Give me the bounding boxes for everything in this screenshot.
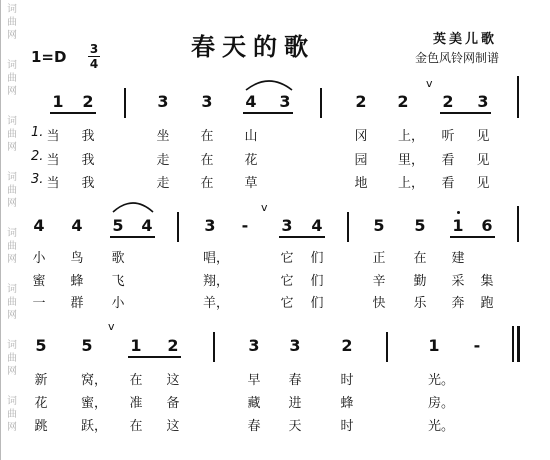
note: 5 — [81, 336, 93, 355]
note: 3 — [281, 216, 293, 235]
lyric: 它 — [280, 296, 294, 311]
note: 2 — [442, 92, 454, 111]
lyric: 我 — [81, 176, 95, 191]
watermark-char: 网 — [7, 30, 17, 41]
lyric: 它 — [280, 274, 294, 289]
lyric: 乐 — [413, 296, 427, 311]
note: 1 — [52, 92, 64, 111]
time-signature-top: 3 — [89, 42, 99, 56]
note: 2 — [82, 92, 94, 111]
watermark-char: 词 — [7, 172, 17, 183]
key-signature: 1=D — [31, 48, 67, 66]
watermark-char: 曲 — [7, 73, 17, 84]
watermark-char: 网 — [7, 366, 17, 377]
watermark-char: 网 — [7, 254, 17, 265]
watermark-char: 曲 — [7, 241, 17, 252]
watermark-char: 词 — [7, 284, 17, 295]
watermark-char: 词 — [7, 60, 17, 71]
lyric: 上， — [398, 176, 425, 191]
note: 2 — [341, 336, 353, 355]
lyric: 见 — [476, 129, 490, 144]
watermark-char: 曲 — [7, 185, 17, 196]
lyric: 正 — [372, 251, 386, 266]
note: 3 — [289, 336, 301, 355]
beam — [440, 112, 491, 114]
note: 1 — [452, 216, 464, 235]
lyric: 群 — [70, 296, 84, 311]
lyric: 走 — [156, 176, 170, 191]
note: 1 — [428, 336, 440, 355]
bar-line — [320, 88, 322, 118]
final-bar-line-thick — [517, 326, 520, 362]
lyric: 光。 — [428, 373, 455, 388]
watermark-char: 网 — [7, 422, 17, 433]
final-bar-line-thin — [512, 326, 514, 362]
song-title: 春天的歌 — [191, 32, 315, 61]
lyric: 里， — [398, 153, 425, 168]
note: 5 — [414, 216, 426, 235]
credit-label: 金色风铃网制谱 — [415, 51, 500, 65]
watermark-char: 曲 — [7, 409, 17, 420]
watermark-char: 曲 — [7, 129, 17, 140]
note: 5 — [373, 216, 385, 235]
beam — [279, 236, 325, 238]
lyric: 当 — [46, 176, 60, 191]
breath-mark: v — [426, 77, 433, 90]
lyric: 们 — [310, 274, 324, 289]
lyric: 在 — [129, 419, 143, 434]
note: 4 — [71, 216, 83, 235]
high-octave-dot — [457, 211, 460, 214]
note: 2 — [355, 92, 367, 111]
note: 3 — [201, 92, 213, 111]
bar-line — [347, 212, 349, 242]
note: 5 — [112, 216, 124, 235]
note: 2 — [167, 336, 179, 355]
bar-line — [124, 88, 126, 118]
watermark-char: 曲 — [7, 17, 17, 28]
lyric: 蜂 — [340, 396, 354, 411]
watermark-char: 网 — [7, 310, 17, 321]
note: 4 — [141, 216, 153, 235]
lyric: 走 — [156, 153, 170, 168]
lyric: 跃， — [81, 419, 108, 434]
breath-mark: v — [261, 201, 268, 214]
lyric: 羊， — [203, 296, 230, 311]
watermark-char: 曲 — [7, 353, 17, 364]
watermark-char: 词 — [7, 116, 17, 127]
beam — [50, 112, 96, 114]
lyric: 勤 — [413, 274, 427, 289]
lyric: 春 — [288, 373, 302, 388]
lyric: 时 — [340, 373, 354, 388]
lyric: 见 — [476, 153, 490, 168]
dash: - — [473, 336, 481, 355]
dash: - — [241, 216, 249, 235]
lyric: 光。 — [428, 419, 455, 434]
note: 5 — [35, 336, 47, 355]
lyric: 奔 — [451, 296, 465, 311]
watermark-char: 词 — [7, 4, 17, 15]
note: 2 — [397, 92, 409, 111]
watermark-char: 网 — [7, 198, 17, 209]
note: 6 — [481, 216, 493, 235]
note: 3 — [477, 92, 489, 111]
note: 1 — [130, 336, 142, 355]
lyric: 当 — [46, 153, 60, 168]
lyric: 一 — [32, 296, 46, 311]
lyric: 小 — [32, 251, 46, 266]
lyric: 看 — [441, 176, 455, 191]
lyric: 辛 — [372, 274, 386, 289]
lyric: 花 — [34, 396, 48, 411]
lyric: 蜜， — [81, 396, 108, 411]
lyric: 新 — [34, 373, 48, 388]
lyric: 时 — [340, 419, 354, 434]
lyric: 在 — [200, 176, 214, 191]
lyric: 房。 — [428, 396, 455, 411]
bar-line — [517, 206, 519, 242]
lyric: 建 — [451, 251, 465, 266]
lyric: 歌 — [111, 251, 125, 266]
watermark-char: 曲 — [7, 297, 17, 308]
lyric: 藏 — [247, 396, 261, 411]
lyric: 蜜 — [32, 274, 46, 289]
lyric: 飞 — [111, 274, 125, 289]
watermark-char: 词 — [7, 340, 17, 351]
beam — [128, 356, 181, 358]
lyric: 集 — [480, 274, 494, 289]
lyric: 早 — [247, 373, 261, 388]
lyric: 唱， — [203, 251, 230, 266]
note: 4 — [33, 216, 45, 235]
lyric: 窝， — [81, 373, 108, 388]
bar-line — [213, 332, 215, 362]
lyric: 在 — [413, 251, 427, 266]
note: 4 — [311, 216, 323, 235]
lyric: 见 — [476, 176, 490, 191]
lyric: 天 — [288, 419, 302, 434]
lyric: 在 — [129, 373, 143, 388]
lyric: 跑 — [480, 296, 494, 311]
beam — [243, 112, 293, 114]
lyric: 跳 — [34, 419, 48, 434]
bar-line — [177, 212, 179, 242]
lyric: 这 — [166, 419, 180, 434]
note: 4 — [245, 92, 257, 111]
bar-line — [386, 332, 388, 362]
lyric: 春 — [247, 419, 261, 434]
lyric: 草 — [244, 176, 258, 191]
lyric: 上， — [398, 129, 425, 144]
note: 3 — [204, 216, 216, 235]
lyric: 翔， — [203, 274, 230, 289]
lyric: 进 — [288, 396, 302, 411]
lyric: 花 — [244, 153, 258, 168]
lyric: 我 — [81, 153, 95, 168]
lyric: 地 — [354, 176, 368, 191]
note: 3 — [157, 92, 169, 111]
lyric: 当 — [46, 129, 60, 144]
watermark-char: 网 — [7, 86, 17, 97]
lyric: 在 — [200, 129, 214, 144]
lyric: 它 — [280, 251, 294, 266]
tie-arc — [111, 198, 155, 214]
lyric: 小 — [111, 296, 125, 311]
time-signature-bottom: 4 — [89, 57, 99, 71]
watermark-char: 网 — [7, 142, 17, 153]
lyric: 鸟 — [70, 251, 84, 266]
verse-number: 1. — [31, 125, 44, 140]
breath-mark: v — [108, 320, 115, 333]
lyric: 看 — [441, 153, 455, 168]
verse-number: 2. — [31, 149, 44, 164]
beam — [450, 236, 495, 238]
lyric: 这 — [166, 373, 180, 388]
lyric: 我 — [81, 129, 95, 144]
lyric: 在 — [200, 153, 214, 168]
watermark-char: 词 — [7, 228, 17, 239]
lyric: 坐 — [156, 129, 170, 144]
lyric: 采 — [451, 274, 465, 289]
time-signature — [88, 42, 100, 71]
watermark-char: 词 — [7, 396, 17, 407]
note: 3 — [279, 92, 291, 111]
lyric: 冈 — [354, 129, 368, 144]
lyric: 听 — [441, 129, 455, 144]
tie-arc — [244, 76, 294, 92]
lyric: 蜂 — [70, 274, 84, 289]
lyric: 快 — [372, 296, 386, 311]
bar-line — [517, 76, 519, 118]
verse-number: 3. — [31, 172, 44, 187]
lyric: 园 — [354, 153, 368, 168]
lyric: 山 — [244, 129, 258, 144]
composer-label: 英美儿歌 — [433, 32, 498, 47]
beam — [110, 236, 155, 238]
note: 3 — [248, 336, 260, 355]
lyric: 备 — [166, 396, 180, 411]
lyric: 们 — [310, 251, 324, 266]
lyric: 准 — [129, 396, 143, 411]
lyric: 们 — [310, 296, 324, 311]
